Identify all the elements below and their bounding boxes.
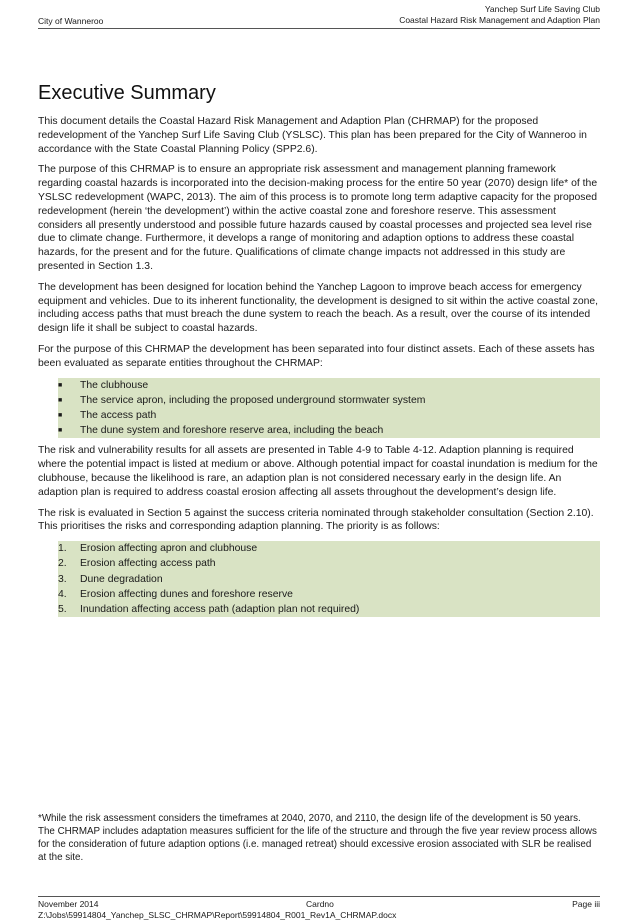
list-item — [58, 408, 600, 423]
asset-label: The service apron, including the proposed underground stormwater system — [80, 394, 426, 406]
list-item — [58, 393, 600, 408]
assets-list — [58, 378, 600, 439]
priority-number: 1. — [58, 543, 67, 555]
footer-row — [38, 899, 600, 910]
document-body — [38, 82, 600, 623]
bullet-icon: ■ — [58, 427, 63, 435]
priority-label: Erosion affecting apron and clubhouse — [80, 543, 258, 555]
asset-label: The access path — [80, 409, 157, 421]
header-club-name: Yanchep Surf Life Saving Club — [484, 4, 600, 14]
footnote — [38, 812, 600, 864]
paragraph-location: The development has been designed for location behind the Yanchep Lagoon to improve beach access for emergency equipment and vehicles. Due to its inherent functionality, the development is designed to sit within the active coastal zone, including access paths that must breach the dune system to reach the beach. As a result, over the course of its intended design life it shall be subject to coastal hazards. — [38, 281, 599, 335]
list-item — [58, 587, 600, 602]
paragraph-purpose: The purpose of this CHRMAP is to ensure an appropriate risk assessment and management planning framework regarding coastal hazards is incorporated into the decision-making process for the entire 50 year (2070) design life* of the YSLSC redevelopment (WAPC, 2013). The aim of this process is to promote long term adaptive capacity for the proposed redevelopment (herein ‘the development’) within the active coastal zone and foreshore reserve. This assessment considers all presently understood and possible future hazards caused by coastal processes and projected sea level rise due to climate change. Furthermore, it develops a range of monitoring and adaption options to address these coastal hazards, for the present and for the future. Qualifications of climate change impacts not addressed in this study are presented in Section 1.3. — [38, 164, 598, 272]
paragraph-assets-intro: For the purpose of this CHRMAP the development has been separated into four distinct assets. Each of these assets has been evaluated as separate entities throughout the CHRMAP: — [38, 343, 595, 369]
paragraph-priority-intro: The risk is evaluated in Section 5 against the success criteria nominated through stakeholder consultation (Section 2.10). This prioritises the risks and corresponding adaption planning. The priority is as follows: — [38, 507, 594, 533]
list-item — [58, 423, 600, 438]
list-item — [58, 541, 600, 556]
priority-label: Erosion affecting access path — [80, 558, 216, 570]
footer-company: Cardno — [306, 899, 334, 909]
priority-label: Erosion affecting dunes and foreshore reserve — [80, 588, 293, 600]
bullet-icon: ■ — [58, 396, 63, 404]
list-item — [58, 556, 600, 571]
header-plan-name: Coastal Hazard Risk Management and Adaption Plan — [399, 15, 600, 25]
priority-number: 5. — [58, 603, 67, 615]
page-title: Executive Summary — [38, 82, 216, 104]
header-project — [399, 4, 600, 26]
priority-label: Dune degradation — [80, 573, 163, 585]
list-item — [58, 378, 600, 393]
bullet-icon: ■ — [58, 411, 63, 419]
paragraph-results: The risk and vulnerability results for all assets are presented in Table 4-9 to Table 4-12. Adaption planning is required where the potential impact is listed at medium or above. Although potential impact for coastal inundation is medium for the clubhouse, because the likelihood is rare, an adaption plan is not considered necessary early in the design life. An adaption plan is required to address coastal erosion affecting all assets throughout the development’s design life. — [38, 445, 598, 498]
page-header — [38, 4, 600, 29]
asset-label: The dune system and foreshore reserve area, including the beach — [80, 425, 384, 437]
footer-file-path: Z:\Jobs\59914804_Yanchep_SLSC_CHRMAP\Report\59914804_R001_Rev1A_CHRMAP.docx — [38, 909, 397, 920]
footer-date: November 2014 — [38, 899, 99, 909]
asset-label: The clubhouse — [80, 379, 149, 391]
paragraph-intro: This document details the Coastal Hazard Risk Management and Adaption Plan (CHRMAP) for the proposed redevelopment of the Yanchep Surf Life Saving Club (YSLSC). This plan has been prepared for the City of Wanneroo in accordance with the State Coastal Planning Policy (SPP2.6). — [38, 116, 587, 155]
priority-number: 3. — [58, 573, 67, 585]
page-footer — [38, 896, 600, 920]
footnote-text: *While the risk assessment considers the timeframes at 2040, 2070, and 2110, the design life of the development is 50 years. The CHRMAP includes adaptation measures sufficient for the life of the structure and through the five year review process allows for the consideration of future adaption options (i.e. managed retreat) should excessive erosion associated with SLR be realised at the site. — [38, 813, 597, 863]
bullet-icon: ■ — [58, 381, 63, 389]
priority-label: Inundation affecting access path (adaption plan not required) — [80, 603, 360, 615]
footer-page-number: Page iii — [572, 899, 600, 909]
priority-number: 2. — [58, 558, 67, 570]
header-client: City of Wanneroo — [38, 16, 104, 26]
list-item — [58, 602, 600, 617]
priority-number: 4. — [58, 588, 67, 600]
list-item — [58, 572, 600, 587]
priority-list — [58, 541, 600, 617]
